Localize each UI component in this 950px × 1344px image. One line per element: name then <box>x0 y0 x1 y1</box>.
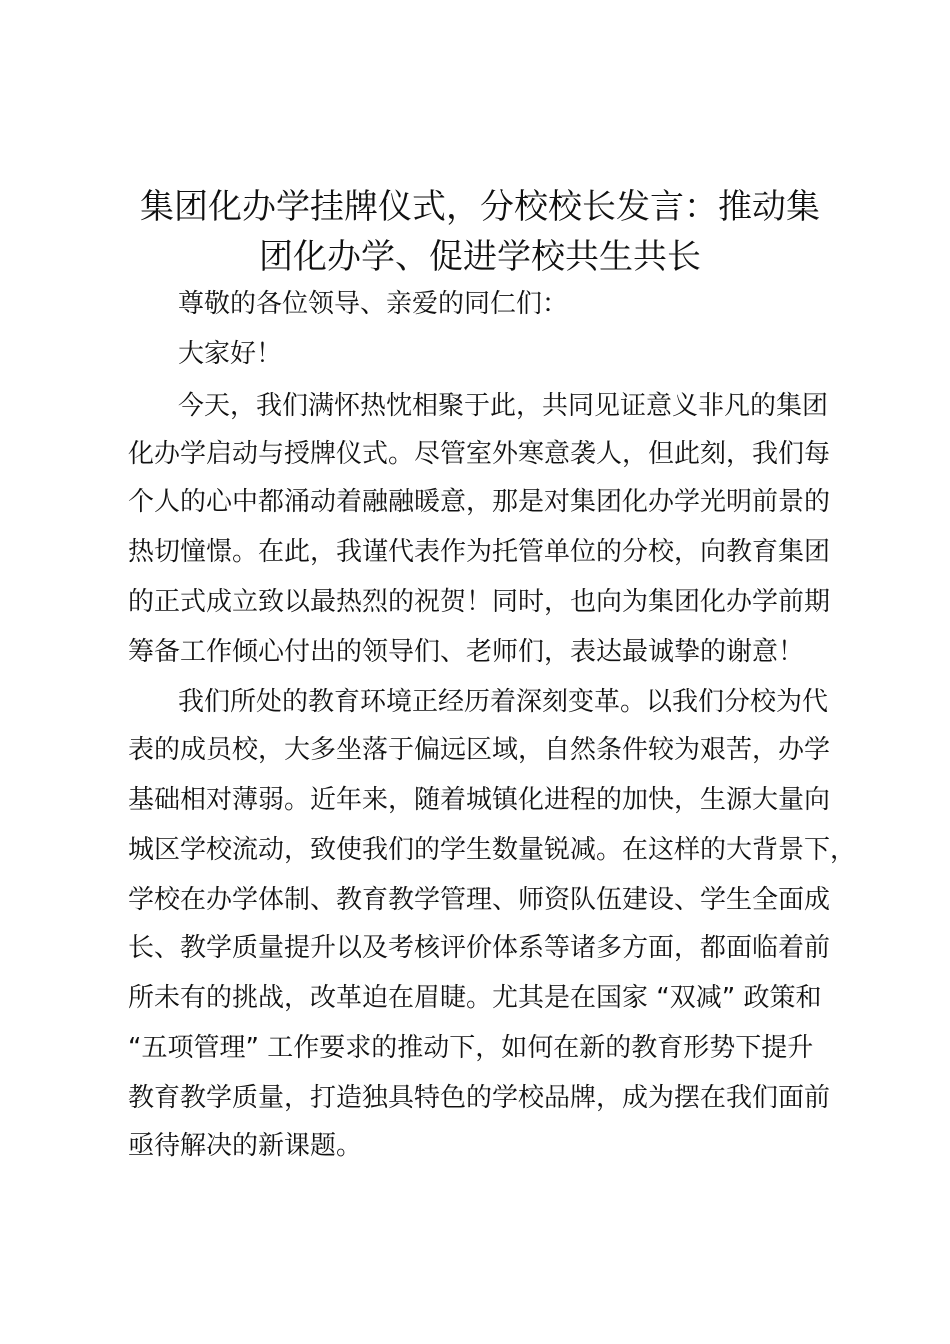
body-line: 亟待解决的新课题。 <box>128 1131 363 1161</box>
body-line: 所未有的挑战，改革迫在眉睫。尤其是在国家 “双减” 政策和 <box>128 983 822 1013</box>
body-line: 我们所处的教育环境正经历着深刻变革。以我们分校为代 <box>178 687 829 717</box>
salutation-line: 尊敬的各位领导、亲爱的同仁们： <box>178 289 569 319</box>
body-line: 今天，我们满怀热忱相聚于此，共同见证意义非凡的集团 <box>178 391 829 421</box>
body-line: 学校在办学体制、教育教学管理、师资队伍建设、学生全面成 <box>128 885 831 915</box>
title-line-1: 集团化办学挂牌仪式，分校校长发言：推动集 <box>140 187 820 227</box>
body-line: 基础相对薄弱。近年来，随着城镇化进程的加快，生源大量向 <box>128 785 831 815</box>
body-line: 表的成员校，大多坐落于偏远区域，自然条件较为艰苦，办学 <box>128 735 831 765</box>
body-line: 化办学启动与授牌仪式。尽管室外寒意袭人，但此刻，我们每 <box>128 439 831 469</box>
greeting-line: 大家好！ <box>178 339 283 369</box>
body-line: 的正式成立致以最热烈的祝贺！同时，也向为集团化办学前期 <box>128 587 831 617</box>
body-line: 热切憧憬。在此，我谨代表作为托管单位的分校，向教育集团 <box>128 537 831 567</box>
body-line: 个人的心中都涌动着融融暖意，那是对集团化办学光明前景的 <box>128 487 831 517</box>
body-line: 教育教学质量，打造独具特色的学校品牌，成为摆在我们面前 <box>128 1083 831 1113</box>
title-line-2: 团化办学、促进学校共生共长 <box>259 237 701 277</box>
body-line: 长、教学质量提升以及考核评价体系等诸多方面，都面临着前 <box>128 933 831 963</box>
body-line: 城区学校流动，致使我们的学生数量锐减。在这样的大背景下， <box>128 835 857 865</box>
body-line: 筹备工作倾心付出的领导们、老师们，表达最诚挚的谢意！ <box>128 637 805 667</box>
body-line: “五项管理” 工作要求的推动下，如何在新的教育形势下提升 <box>128 1033 814 1063</box>
document-title <box>100 182 860 282</box>
